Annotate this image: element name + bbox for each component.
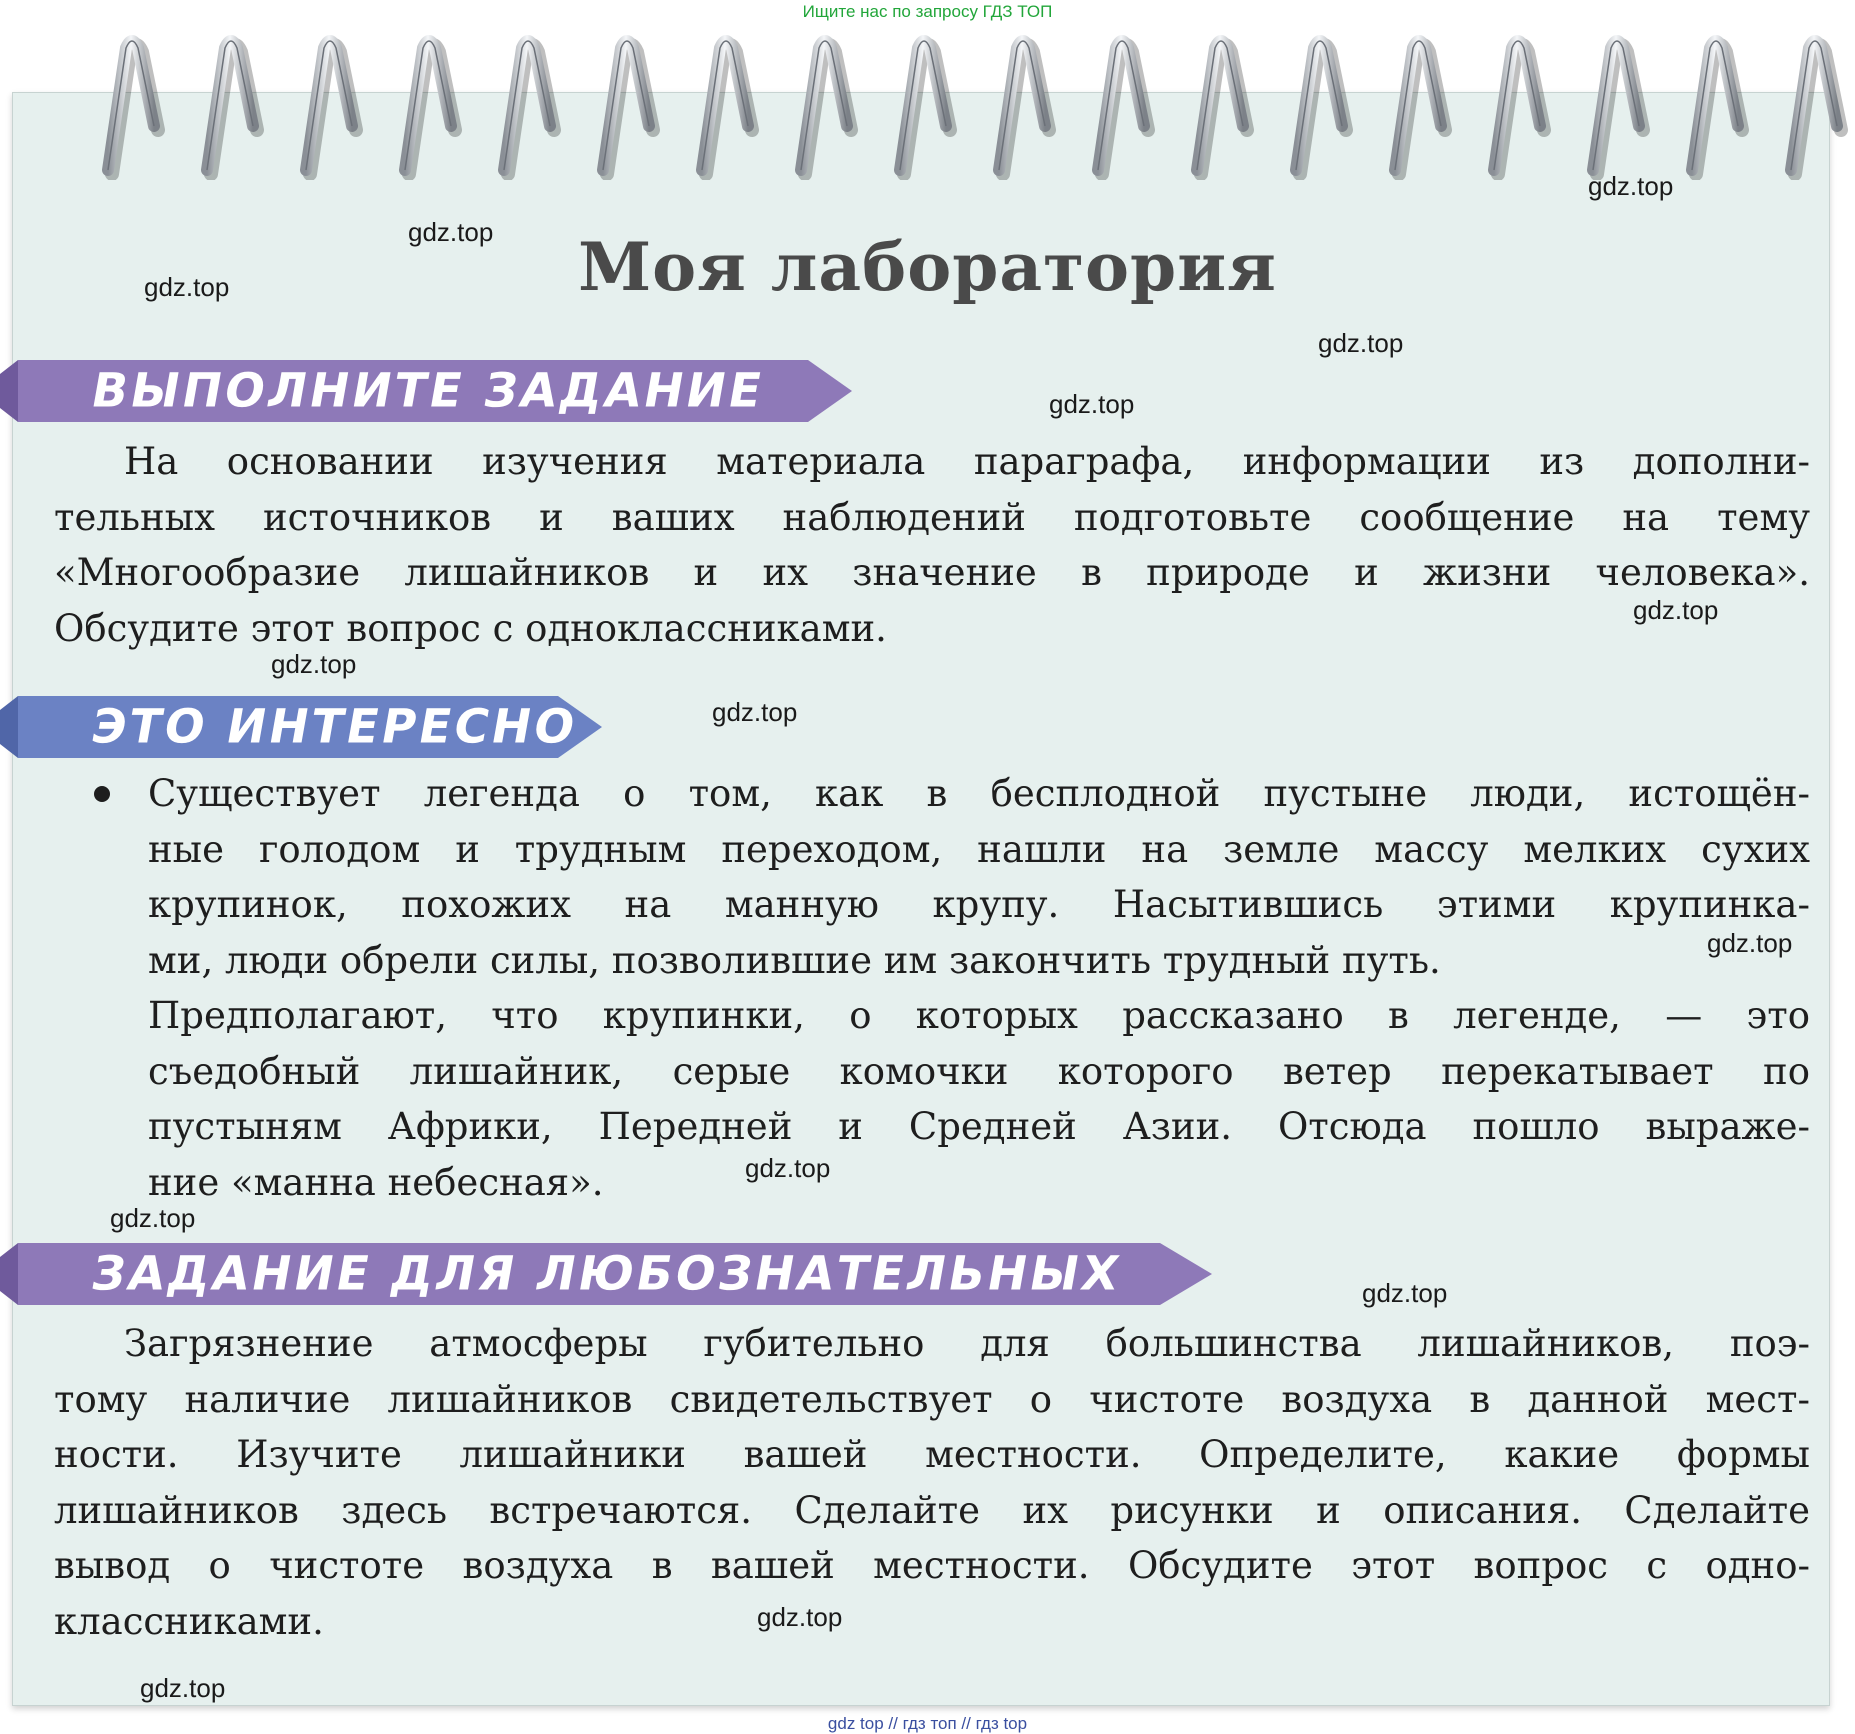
watermark: gdz.top bbox=[1588, 171, 1674, 201]
banner-curious-task-label: ЗАДАНИЕ ДЛЯ ЛЮБОЗНАТЕЛЬНЫХ bbox=[87, 1246, 1126, 1302]
spiral-ring-icon bbox=[1098, 41, 1148, 174]
spiral-ring-icon bbox=[306, 41, 356, 174]
text-line: Обсудите этот вопрос с одноклассниками. bbox=[54, 606, 887, 650]
top-search-note: Ищите нас по запросу ГДЗ ТОП bbox=[802, 2, 1053, 21]
watermark: gdz.top bbox=[271, 649, 357, 679]
text-line: Предполагают, что крупинки, о которых рассказано в легенде, — это bbox=[148, 994, 1810, 1037]
watermark: gdz.top bbox=[144, 272, 230, 302]
text-line: ные голодом и трудным переходом, нашли на земле массу мелких сухих bbox=[148, 827, 1810, 871]
text-line: вывод о чистоте воздуха в вашей местности. Обсудите этот вопрос с одно- bbox=[54, 1544, 1810, 1587]
text-line: лишайников здесь встречаются. Сделайте их рисунки и описания. Сделайте bbox=[54, 1488, 1810, 1532]
spiral-ring-icon bbox=[504, 41, 554, 174]
banner-do-task-label: ВЫПОЛНИТЕ ЗАДАНИЕ bbox=[87, 363, 769, 419]
watermark: gdz.top bbox=[1362, 1278, 1448, 1308]
watermark: gdz.top bbox=[1318, 328, 1404, 358]
spiral-binding-icon bbox=[0, 30, 1855, 180]
text-line: крупинок, похожих на манную крупу. Насытившись этими крупинка- bbox=[148, 883, 1810, 926]
watermark: gdz.top bbox=[712, 697, 798, 727]
spiral-ring-icon bbox=[405, 41, 455, 174]
spiral-ring-icon bbox=[1593, 41, 1643, 174]
text-line: ние «манна небесная». bbox=[148, 1160, 604, 1204]
banner-do-task bbox=[0, 352, 860, 430]
spiral-ring-icon bbox=[900, 41, 950, 174]
text-line: тому наличие лишайников свидетельствует о чистоте воздуха в данной мест- bbox=[54, 1377, 1810, 1421]
text-line: ности. Изучите лишайники вашей местности. Определите, какие формы bbox=[54, 1433, 1810, 1476]
text-line: тельных источников и ваших наблюдений подготовьте сообщение на тему bbox=[54, 495, 1810, 539]
bottom-note: gdz top // гдз топ // гдз top bbox=[827, 1714, 1028, 1733]
spiral-ring-icon bbox=[1395, 41, 1445, 174]
watermark: gdz.top bbox=[1707, 928, 1793, 958]
watermark: gdz.top bbox=[408, 217, 494, 247]
section-do-task-text bbox=[54, 434, 1810, 656]
bullet-icon bbox=[94, 786, 110, 802]
section-curious-task-text bbox=[54, 1316, 1810, 1649]
text-line: классниками. bbox=[54, 1599, 324, 1643]
watermark: gdz.top bbox=[1049, 389, 1135, 419]
spiral-ring-icon bbox=[999, 41, 1049, 174]
watermark: gdz.top bbox=[757, 1602, 843, 1632]
spiral-ring-icon bbox=[1494, 41, 1544, 174]
spiral-ring-icon bbox=[1296, 41, 1346, 174]
text-line: съедобный лишайник, серые комочки которого ветер перекатывает по bbox=[148, 1049, 1810, 1093]
section-interesting-text bbox=[148, 766, 1810, 1210]
spiral-ring-icon bbox=[1692, 41, 1742, 174]
watermark: gdz.top bbox=[140, 1673, 226, 1703]
spiral-ring-icon bbox=[801, 41, 851, 174]
text-line: На основании изучения материала параграфа, информации из дополни- bbox=[124, 440, 1810, 483]
text-line: Существует легенда о том, как в бесплодной пустыне люди, истощён- bbox=[148, 772, 1810, 815]
banner-interesting bbox=[0, 688, 620, 766]
text-line: ми, люди обрели силы, позволившие им закончить трудный путь. bbox=[148, 938, 1441, 982]
spiral-ring-icon bbox=[603, 41, 653, 174]
page-title: Моя лаборатория bbox=[578, 228, 1277, 306]
banner-interesting-label: ЭТО ИНТЕРЕСНО bbox=[87, 699, 582, 755]
watermark: gdz.top bbox=[110, 1203, 196, 1233]
spiral-ring-icon bbox=[108, 41, 158, 174]
spiral-ring-icon bbox=[1791, 41, 1841, 174]
banner-curious-task bbox=[0, 1235, 1230, 1313]
watermark: gdz.top bbox=[1633, 595, 1719, 625]
watermark: gdz.top bbox=[745, 1153, 831, 1183]
text-line: «Многообразие лишайников и их значение в природе и жизни человека». bbox=[54, 551, 1810, 594]
text-line: пустыням Африки, Передней и Средней Азии. Отсюда пошло выраже- bbox=[148, 1105, 1810, 1148]
text-line: Загрязнение атмосферы губительно для большинства лишайников, поэ- bbox=[124, 1322, 1810, 1365]
spiral-ring-icon bbox=[702, 41, 752, 174]
spiral-ring-icon bbox=[1197, 41, 1247, 174]
spiral-ring-icon bbox=[207, 41, 257, 174]
